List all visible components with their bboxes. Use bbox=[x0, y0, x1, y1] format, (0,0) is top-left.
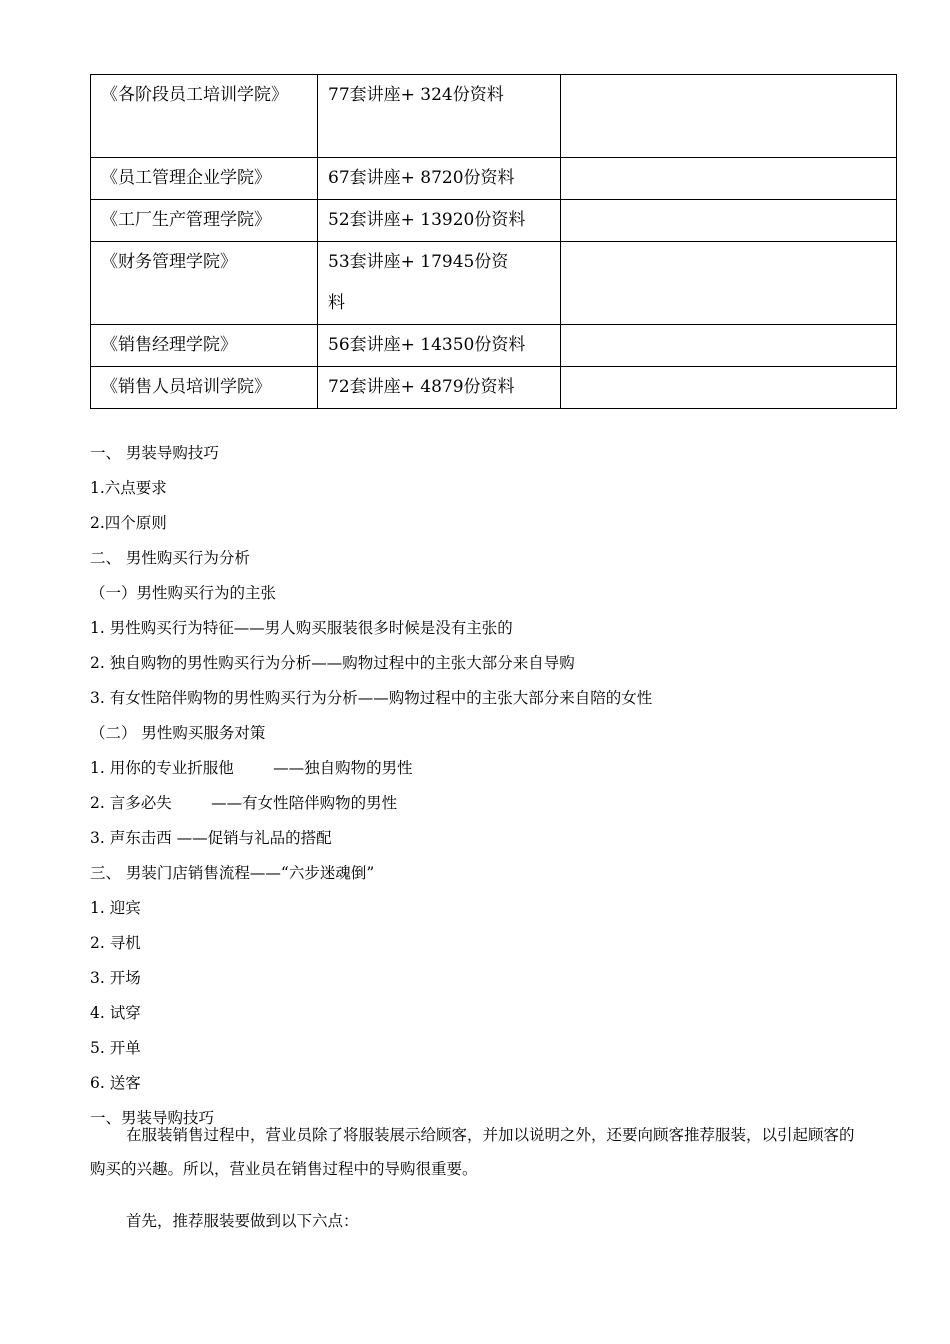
table-row bbox=[91, 200, 897, 242]
table-row bbox=[91, 367, 897, 409]
list-item: 4. 试穿 bbox=[90, 1004, 141, 1022]
body-paragraph: 首先，推荐服装要做到以下六点： bbox=[126, 1212, 359, 1230]
course-name: 《财务管理学院》 bbox=[91, 242, 318, 325]
list-item: 3. 开场 bbox=[90, 969, 141, 987]
course-name: 《销售经理学院》 bbox=[91, 325, 318, 367]
course-name: 《各阶段员工培训学院》 bbox=[91, 75, 318, 158]
course-content: 67套讲座+ 8720份资料 bbox=[318, 158, 561, 200]
course-name: 《销售人员培训学院》 bbox=[91, 367, 318, 409]
table-row bbox=[91, 242, 897, 325]
course-note bbox=[561, 367, 897, 409]
course-name: 《工厂生产管理学院》 bbox=[91, 200, 318, 242]
list-item: 1. 男性购买行为特征——男人购买服装很多时候是没有主张的 bbox=[90, 619, 513, 637]
section-heading: 二、 男性购买行为分析 bbox=[90, 549, 250, 567]
list-item: 2.四个原则 bbox=[90, 514, 167, 532]
subsection-heading: （一）男性购买行为的主张 bbox=[90, 584, 277, 602]
list-item: 3. 有女性陪伴购物的男性购买行为分析——购物过程中的主张大部分来自陪的女性 bbox=[90, 689, 653, 707]
table-row bbox=[91, 325, 897, 367]
outline-list bbox=[90, 436, 870, 1136]
list-item: 2. 独自购物的男性购买行为分析——购物过程中的主张大部分来自导购 bbox=[90, 654, 575, 672]
body-paragraph: 在服装销售过程中，营业员除了将服装展示给顾客，并加以说明之外，还要向顾客推荐服装，以引起顾客的购买的兴趣。所以，营业员在销售过程中的导购很重要。 bbox=[90, 1126, 855, 1178]
section-heading: 一、 男装导购技巧 bbox=[90, 444, 219, 462]
table-row bbox=[91, 75, 897, 158]
list-item: 1. 迎宾 bbox=[90, 899, 141, 917]
list-item: 1. 用你的专业折服他 ——独自购物的男性 bbox=[90, 759, 413, 777]
subsection-heading: （二） 男性购买服务对策 bbox=[90, 724, 266, 742]
course-content: 53套讲座+ 17945份资料 bbox=[318, 242, 561, 325]
catalog-table bbox=[90, 74, 897, 409]
list-item: 2. 寻机 bbox=[90, 934, 141, 952]
course-content: 56套讲座+ 14350份资料 bbox=[318, 325, 561, 367]
list-item: 3. 声东击西 ——促销与礼品的搭配 bbox=[90, 829, 332, 847]
section-heading: 一、男装导购技巧 bbox=[90, 1109, 215, 1127]
course-name: 《员工管理企业学院》 bbox=[91, 158, 318, 200]
course-content: 77套讲座+ 324份资料 bbox=[318, 75, 561, 158]
course-note bbox=[561, 325, 897, 367]
table-row bbox=[91, 158, 897, 200]
course-note bbox=[561, 158, 897, 200]
list-item: 6. 送客 bbox=[90, 1074, 141, 1092]
list-item: 1.六点要求 bbox=[90, 479, 167, 497]
list-item: 5. 开单 bbox=[90, 1039, 141, 1057]
course-content: 72套讲座+ 4879份资料 bbox=[318, 367, 561, 409]
course-note bbox=[561, 75, 897, 158]
course-note bbox=[561, 200, 897, 242]
course-note bbox=[561, 242, 897, 325]
section-heading: 三、 男装门店销售流程——“六步迷魂倒” bbox=[90, 864, 375, 882]
list-item: 2. 言多必失 ——有女性陪伴购物的男性 bbox=[90, 794, 398, 812]
course-content: 52套讲座+ 13920份资料 bbox=[318, 200, 561, 242]
